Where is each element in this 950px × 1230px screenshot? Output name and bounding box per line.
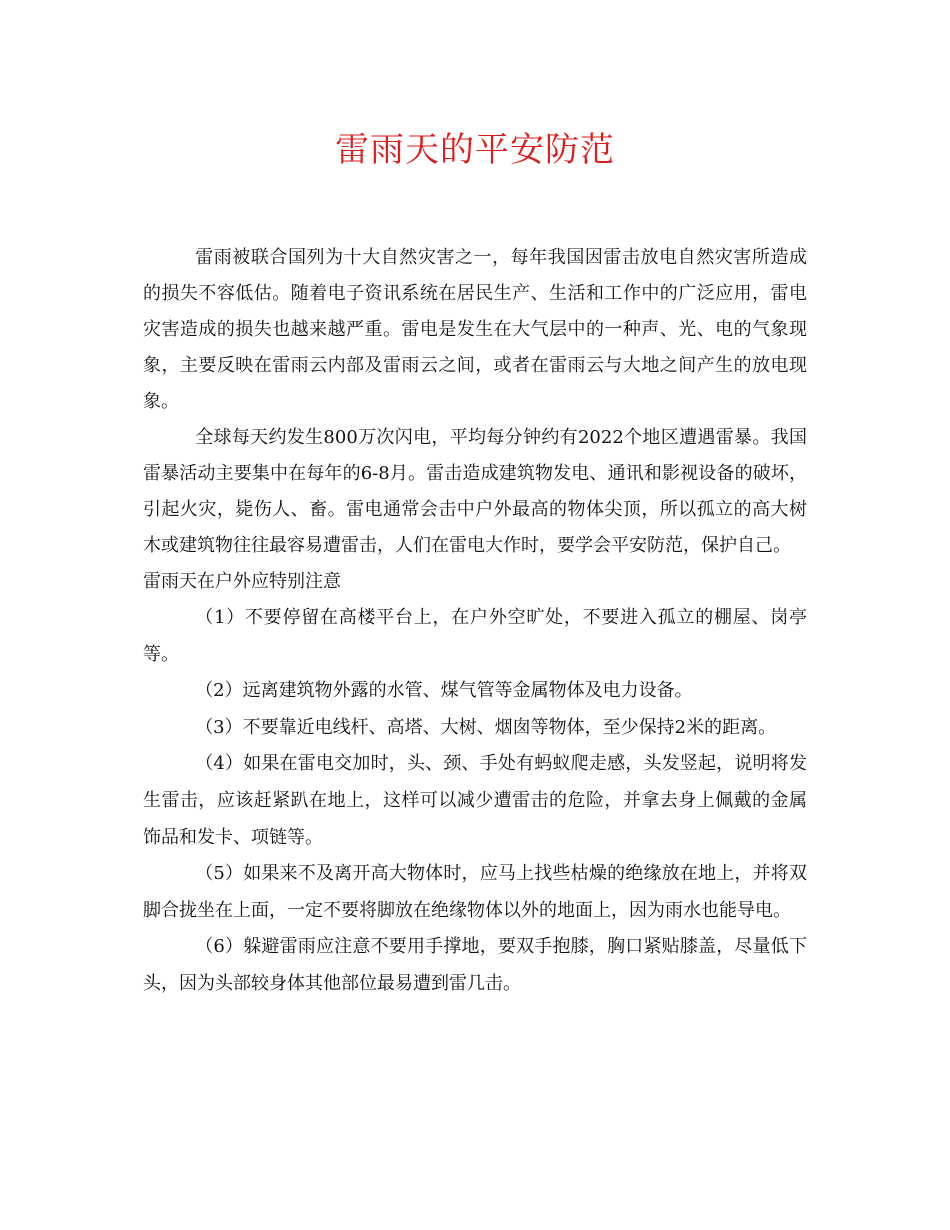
intro-paragraph-1: 雷雨被联合国列为十大自然灾害之一，每年我国因雷击放电自然灾害所造成的损失不容低估。随着电子资讯系统在居民生产、生活和工作中的广泛应用，雷电灾害造成的损失也越来越严重。雷电是发生在大气层中的一种声、光、电的气象现象，主要反映在雷雨云内部及雷雨云之间，或者在雷雨云与大地之间产生的放电现象。 bbox=[143, 247, 807, 412]
document-title: 雷雨天的平安防范 bbox=[335, 130, 615, 170]
list-item-1: （1）不要停留在高楼平台上，在户外空旷处，不要进入孤立的棚屋、岗亭等。 bbox=[143, 607, 807, 665]
list-item-5: （5）如果来不及离开高大物体时，应马上找些枯燥的绝缘放在地上，并将双脚合拢坐在上面，一定不要将脚放在绝缘物体以外的地面上，因为雨水也能导电。 bbox=[143, 863, 807, 921]
list-item-6: （6）躲避雷雨应注意不要用手撑地，要双手抱膝，胸口紧贴膝盖，尽量低下头，因为头部较身体其他部位最易遭到雷几击。 bbox=[143, 936, 807, 994]
list-item-4: （4）如果在雷电交加时，头、颈、手处有蚂蚁爬走感，头发竖起，说明将发生雷击，应该赶紧趴在地上，这样可以减少遭雷击的危险，并拿去身上佩戴的金属饰品和发卡、项链等。 bbox=[143, 753, 807, 848]
list-item-2: （2）远离建筑物外露的水管、煤气管等金属物体及电力设备。 bbox=[195, 680, 693, 702]
section-heading: 雷雨天在户外应特别注意 bbox=[143, 571, 341, 592]
intro-paragraph-2: 全球每天约发生800万次闪电，平均每分钟约有2022个地区遭遇雷暴。我国雷暴活动主要集中在每年的6-8月。雷击造成建筑物发电、通讯和影视设备的破坏，引起火灾，毙伤人、畜。雷电通常会击中户外最高的物体尖顶，所以孤立的高大树木或建筑物往往最容易遭雷击，人们在雷电大作时，要学会平安防范，保护自己。 bbox=[143, 427, 807, 556]
list-item-3: （3）不要靠近电线杆、高塔、大树、烟囱等物体，至少保持2米的距离。 bbox=[195, 716, 777, 738]
document-body bbox=[143, 240, 807, 1003]
